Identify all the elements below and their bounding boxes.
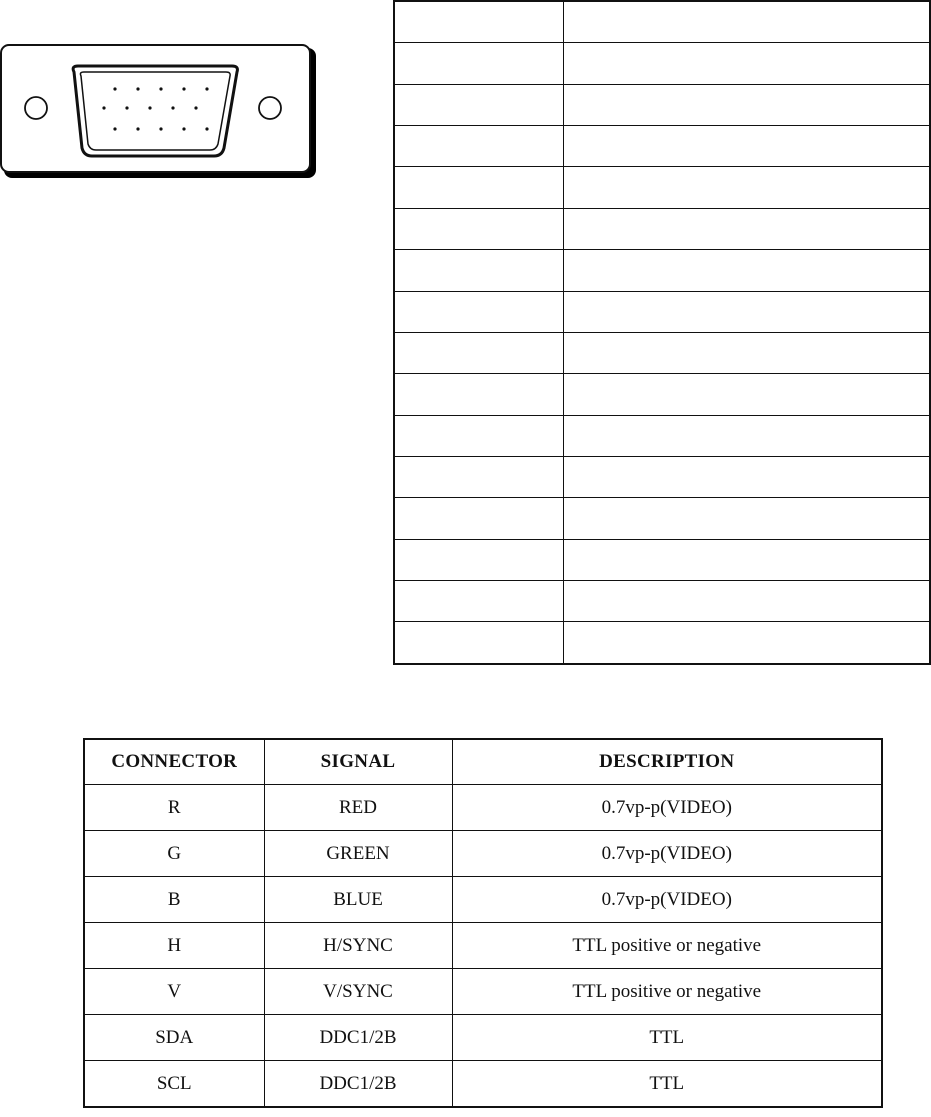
- pin-signal-cell: [563, 291, 930, 332]
- pin-signal-cell: [563, 208, 930, 249]
- pin-signal-cell: [563, 374, 930, 415]
- pin-signal-cell: [563, 539, 930, 580]
- description-cell: TTL positive or negative: [452, 923, 882, 969]
- pin-number-cell: [394, 374, 563, 415]
- signal-table-row: [84, 831, 882, 877]
- header-signal: SIGNAL: [264, 739, 452, 785]
- pin-number-cell: [394, 250, 563, 291]
- connector-pin: [171, 106, 174, 109]
- pin-signal-cell: [563, 456, 930, 497]
- pin-table-row: [394, 498, 930, 539]
- connector-pin: [182, 87, 185, 90]
- pin-number-cell: [394, 622, 563, 664]
- pin-table-row: [394, 43, 930, 84]
- connector-pin: [182, 127, 185, 130]
- signal-table: [83, 738, 883, 1108]
- pin-table-row: [394, 126, 930, 167]
- pin-table-row: [394, 415, 930, 456]
- pin-number-cell: [394, 167, 563, 208]
- pin-number-cell: [394, 1, 563, 43]
- pin-signal-cell: [563, 415, 930, 456]
- pin-table-row: [394, 581, 930, 622]
- signal-cell: DDC1/2B: [264, 1061, 452, 1108]
- pin-table-row: [394, 539, 930, 580]
- pin-number-cell: [394, 539, 563, 580]
- pin-signal-cell: [563, 126, 930, 167]
- connector-cell: B: [84, 877, 264, 923]
- description-cell: TTL positive or negative: [452, 969, 882, 1015]
- signal-table-row: [84, 923, 882, 969]
- description-cell: TTL: [452, 1015, 882, 1061]
- signal-table-row: [84, 1015, 882, 1061]
- pin-number-cell: [394, 415, 563, 456]
- pin-number-cell: [394, 332, 563, 373]
- pin-table-row: [394, 167, 930, 208]
- pin-number-cell: [394, 126, 563, 167]
- pin-table-row: [394, 291, 930, 332]
- connector-pin: [136, 87, 139, 90]
- signal-cell: BLUE: [264, 877, 452, 923]
- mounting-hole-right: [259, 97, 281, 119]
- connector-cell: R: [84, 785, 264, 831]
- pin-signal-cell: [563, 498, 930, 539]
- mounting-hole-left: [25, 97, 47, 119]
- signal-cell: H/SYNC: [264, 923, 452, 969]
- connector-pin: [102, 106, 105, 109]
- receptacle-inner: [80, 72, 230, 150]
- connector-pin: [148, 106, 151, 109]
- pin-table-row: [394, 208, 930, 249]
- signal-table-row: [84, 785, 882, 831]
- pin-table-row: [394, 84, 930, 125]
- connector-cell: H: [84, 923, 264, 969]
- signal-table-row: [84, 969, 882, 1015]
- pin-number-cell: [394, 84, 563, 125]
- description-cell: 0.7vp-p(VIDEO): [452, 877, 882, 923]
- signal-cell: RED: [264, 785, 452, 831]
- pin-signal-cell: [563, 1, 930, 43]
- connector-cell: G: [84, 831, 264, 877]
- connector-pin: [159, 87, 162, 90]
- header-description: DESCRIPTION: [452, 739, 882, 785]
- pin-signal-cell: [563, 84, 930, 125]
- header-connector: CONNECTOR: [84, 739, 264, 785]
- connector-cell: SCL: [84, 1061, 264, 1108]
- connector-cell: V: [84, 969, 264, 1015]
- connector-pin: [159, 127, 162, 130]
- connector-pin: [194, 106, 197, 109]
- pin-table-row: [394, 1, 930, 43]
- signal-cell: DDC1/2B: [264, 1015, 452, 1061]
- pin-table-row: [394, 250, 930, 291]
- connector-pin: [113, 87, 116, 90]
- pin-number-cell: [394, 456, 563, 497]
- connector-cell: SDA: [84, 1015, 264, 1061]
- pin-table-row: [394, 622, 930, 664]
- connector-pin: [205, 87, 208, 90]
- description-cell: TTL: [452, 1061, 882, 1108]
- pin-number-cell: [394, 291, 563, 332]
- connector-pin: [205, 127, 208, 130]
- pin-signal-cell: [563, 250, 930, 291]
- pin-number-cell: [394, 581, 563, 622]
- pin-number-cell: [394, 43, 563, 84]
- pin-table-row: [394, 374, 930, 415]
- pin-assignment-table: [393, 0, 931, 665]
- pin-signal-cell: [563, 332, 930, 373]
- connector-pin: [125, 106, 128, 109]
- connector-pin: [136, 127, 139, 130]
- description-cell: 0.7vp-p(VIDEO): [452, 785, 882, 831]
- pin-signal-cell: [563, 43, 930, 84]
- pin-number-cell: [394, 208, 563, 249]
- pin-table-row: [394, 332, 930, 373]
- pin-number-cell: [394, 498, 563, 539]
- pin-signal-cell: [563, 622, 930, 664]
- connector-pin: [113, 127, 116, 130]
- pin-signal-cell: [563, 167, 930, 208]
- pin-signal-cell: [563, 581, 930, 622]
- signal-table-row: [84, 877, 882, 923]
- pin-table-row: [394, 456, 930, 497]
- description-cell: 0.7vp-p(VIDEO): [452, 831, 882, 877]
- vga-connector-diagram: [0, 44, 318, 180]
- signal-table-row: [84, 1061, 882, 1108]
- signal-table-header-row: [84, 739, 882, 785]
- signal-cell: V/SYNC: [264, 969, 452, 1015]
- signal-cell: GREEN: [264, 831, 452, 877]
